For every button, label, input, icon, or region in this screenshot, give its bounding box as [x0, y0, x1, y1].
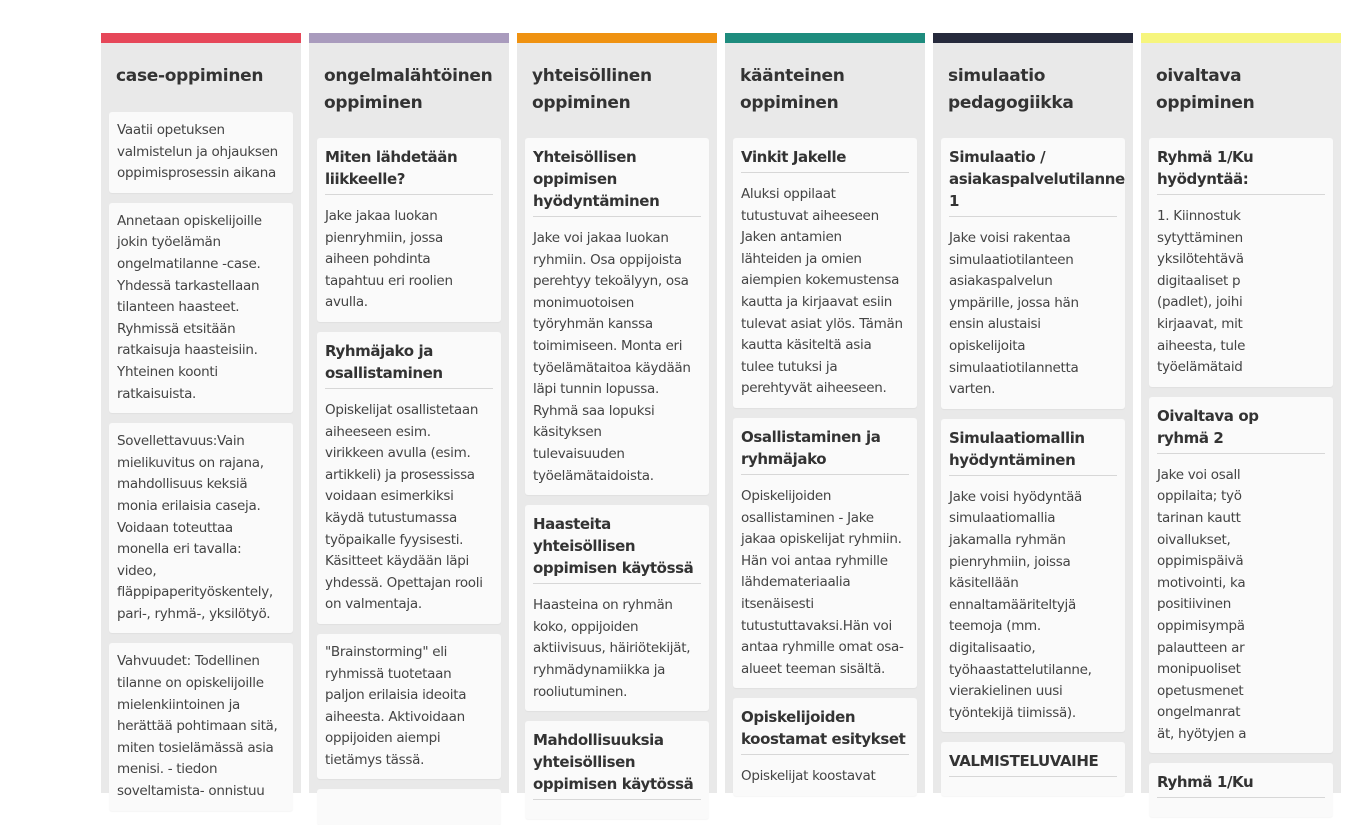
- column-posts: [309, 138, 509, 825]
- post-card[interactable]: [1149, 397, 1333, 754]
- column-posts: [1141, 138, 1341, 817]
- column-yhteisollinen-oppiminen: [517, 33, 717, 793]
- post-card[interactable]: [733, 698, 917, 796]
- column-kaanteinen-oppiminen: [725, 33, 925, 793]
- column-color-bar: [725, 33, 925, 43]
- post-title: Opiskelijoiden koostamat esitykset: [741, 706, 909, 755]
- column-posts: [101, 112, 301, 811]
- column-oivaltava-oppiminen: [1141, 33, 1341, 793]
- post-title: Oivaltava op ryhmä 2: [1157, 405, 1325, 454]
- column-color-bar: [1141, 33, 1341, 43]
- post-card[interactable]: [109, 423, 293, 633]
- column-title: käänteinen oppiminen: [740, 66, 845, 113]
- post-card[interactable]: [317, 138, 501, 322]
- column-posts: [725, 138, 925, 796]
- column-color-bar: [101, 33, 301, 43]
- post-title: Ryhmä 1/Ku hyödyntää:: [1157, 146, 1325, 195]
- post-card[interactable]: [109, 203, 293, 413]
- post-title: Simulaatio / asiakaspalvelutilanne 1: [949, 146, 1117, 217]
- post-title: Miten lähdetään liikkeelle?: [325, 146, 493, 195]
- column-title: case-oppiminen: [116, 66, 264, 86]
- column-title: yhteisöllinen oppiminen: [532, 66, 652, 113]
- post-title: Mahdollisuuksia yhteisöllisen oppimisen käytössä: [533, 729, 701, 800]
- post-body: Sovellettavuus:Vain mielikuvitus on rajana, mahdollisuus keksiä monia erilaisia caseja. Voidaan toteuttaa monella eri tavalla: video, fläppipaperityöskentely, pari-, ryhmä-, yksilötyö.: [117, 433, 273, 622]
- post-body: Jake voi jakaa luokan ryhmiin. Osa oppijoista perehtyy tekoälyyn, osa monimuotoisen työryhmän kanssa toimimiseen. Monta eri työelämätaitoa käydään läpi tunnin lopussa. Ryhmä saa lopuksi käsityksen tulevaisuuden työelämätaidoista.: [533, 230, 691, 484]
- post-body: Aluksi oppilaat tutustuvat aiheeseen Jaken antamien lähteiden ja omien aiempien kokemustensa kautta ja kirjaavat esiin tulevat asiat ylös. Tämän kautta käsiteltä asia tulee tutuksi ja perehtyvät aiheeseen.: [741, 186, 903, 397]
- post-card[interactable]: [317, 332, 501, 624]
- column-posts: [517, 138, 717, 819]
- post-body: Vaatii opetuksen valmistelun ja ohjauksen oppimisprosessin aikana: [117, 122, 278, 182]
- column-color-bar: [517, 33, 717, 43]
- post-body: 1. Kiinnostuk sytyttäminen yksilötehtävä digitaaliset p (padlet), joihi kirjaavat, mit aiheesta, tule työelämätaid: [1157, 208, 1246, 376]
- post-card[interactable]: [941, 742, 1125, 796]
- post-body: Haasteina on ryhmän koko, oppijoiden aktiivisuus, häiriötekijät, ryhmädynamiikka ja rooliutuminen.: [533, 597, 691, 700]
- post-title: Simulaatiomallin hyödyntäminen: [949, 427, 1117, 476]
- column-ongelmalahtoinen-oppiminen: [309, 33, 509, 793]
- column-case-oppiminen: [101, 33, 301, 800]
- post-card[interactable]: [317, 634, 501, 780]
- post-title: Ryhmä 1/Ku: [1157, 771, 1325, 798]
- post-card[interactable]: [1149, 763, 1333, 817]
- column-color-bar: [309, 33, 509, 43]
- post-body: Opiskelijat osallistetaan aiheeseen esim. virikkeen avulla (esim. artikkeli) ja prosessissa voidaan esimerkiksi käydä tutustumassa työpaikalle fyysisesti. Käsitteet käydään läpi yhdessä. Opettajan rooli on valmentaja.: [325, 401, 483, 613]
- post-body: Opiskelijat koostavat: [741, 768, 876, 785]
- post-title: Ryhmäjako ja osallistaminen: [325, 340, 493, 389]
- post-card[interactable]: [941, 138, 1125, 409]
- post-card[interactable]: [733, 418, 917, 688]
- post-title: VALMISTELUVAIHE: [949, 750, 1117, 777]
- post-body: Jake voisi rakentaa simulaatiotilanteen asiakaspalvelun ympärille, jossa hän ensin alustaisi opiskelijoita simulaatiotilannetta varten.: [949, 230, 1079, 398]
- post-body: Jake voisi hyödyntää simulaatiomallia jakamalla ryhmän pienryhmiin, joissa käsitellään ennaltamääriteltyjä teemoja (mm. digitalisaatio, työhaastattelutilanne, vierakielinen uusi työntekijä tiimissä).: [949, 488, 1092, 721]
- post-card[interactable]: [317, 789, 501, 825]
- post-card[interactable]: [525, 721, 709, 819]
- post-title: Osallistaminen ja ryhmäjako: [741, 426, 909, 475]
- post-card[interactable]: [109, 112, 293, 193]
- column-title: oivaltava oppiminen: [1156, 66, 1255, 113]
- column-posts: [933, 138, 1133, 796]
- column-title: simulaatio pedagogiikka: [948, 66, 1074, 113]
- post-body: Jake voi osall oppilaita; työ tarinan kautt oivallukset, oppimispäivä motivointi, ka positiivinen oppimisympä palautteen ar monipuoliset opetusmenet ongelmanrat ät, hyötyjen a: [1157, 466, 1247, 742]
- column-simulaatio-pedagogiikka: [933, 33, 1133, 793]
- post-card[interactable]: [733, 138, 917, 408]
- post-body: Vahvuudet: Todellinen tilanne on opiskelijoille mielenkiintoinen ja herättää pohtimaan sitä, miten tosielämässä asia menisi. - tiedon soveltamista- onnistuu: [117, 653, 278, 800]
- column-color-bar: [933, 33, 1133, 43]
- post-body: Jake jakaa luokan pienryhmiin, jossa aiheen pohdinta tapahtuu eri roolien avulla.: [325, 208, 453, 311]
- column-title: ongelmalähtöinen oppiminen: [324, 66, 493, 113]
- post-title: Haasteita yhteisöllisen oppimisen käytössä: [533, 513, 701, 584]
- post-body: Annetaan opiskelijoille jokin työelämän ongelmatilanne -case. Yhdessä tarkastellaan tilanteen haasteet. Ryhmissä etsitään ratkaisuja haasteisiin. Yhteinen koonti ratkaisuista.: [117, 212, 262, 402]
- padlet-board: [101, 33, 1259, 800]
- post-card[interactable]: [941, 419, 1125, 733]
- post-body: Opiskelijoiden osallistaminen - Jake jakaa opiskelijat ryhmiin. Hän voi antaa ryhmille lähdemateriaalia itsenäisesti tutustuttavaksi.Hän voi antaa ryhmille omat osa- alueet teeman sisältä.: [741, 487, 904, 677]
- post-card[interactable]: [109, 643, 293, 810]
- post-card[interactable]: [525, 505, 709, 711]
- post-card[interactable]: [1149, 138, 1333, 387]
- post-title: Vinkit Jakelle: [741, 146, 909, 173]
- post-card[interactable]: [525, 138, 709, 495]
- post-body: "Brainstorming" eli ryhmissä tuotetaan paljon erilaisia ideoita aiheesta. Aktivoidaan oppijoiden aiempi tietämys tässä.: [325, 643, 467, 768]
- post-title: Yhteisöllisen oppimisen hyödyntäminen: [533, 146, 701, 217]
